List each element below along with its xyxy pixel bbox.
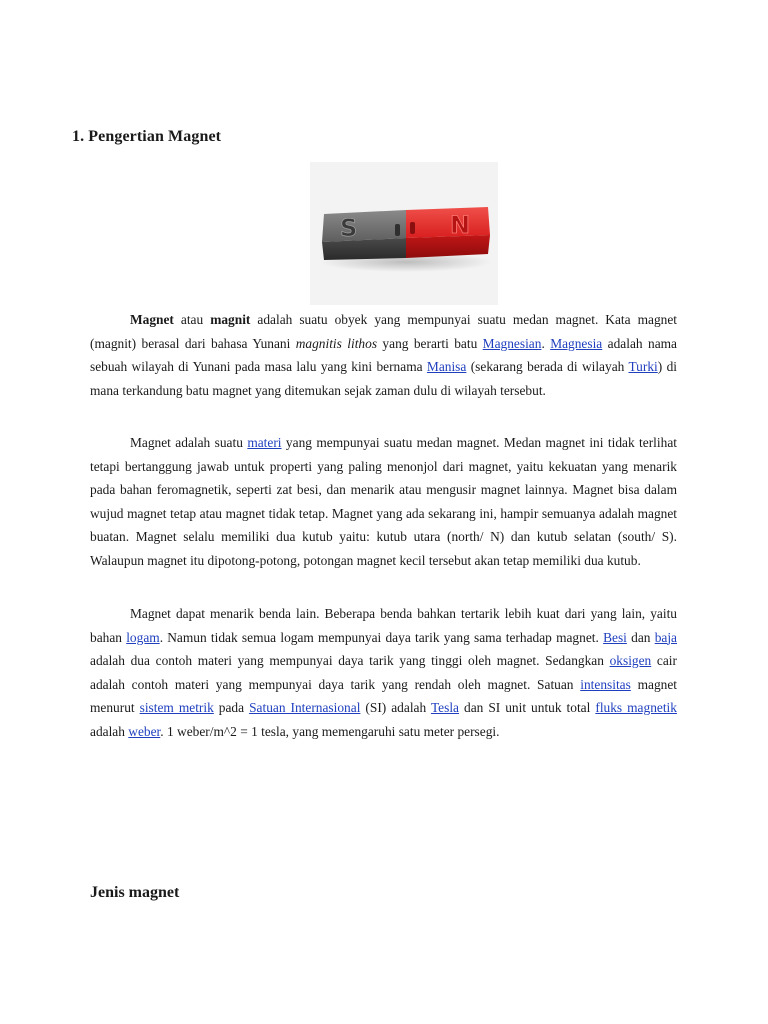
- link-baja[interactable]: baja: [654, 629, 677, 645]
- paragraph-magnetic-field: [90, 431, 677, 572]
- center-hole-right: [410, 222, 415, 234]
- link-besi[interactable]: Besi: [603, 629, 627, 645]
- link-logam[interactable]: logam: [126, 629, 160, 645]
- text: adalah: [90, 723, 129, 739]
- text: . Namun tidak semua logam mempunyai daya tarik yang sama terhadap magnet.: [159, 629, 604, 645]
- text: ) di mana terkandung batu magnet yang ditemukan sejak zaman dulu di wilayah tersebut.: [90, 359, 677, 398]
- text: . 1 weber/m^2 = 1 tesla, yang memengaruhi satu meter persegi.: [160, 723, 500, 739]
- link-sistem-metrik[interactable]: sistem metrik: [139, 700, 214, 715]
- text: dan: [626, 629, 655, 645]
- pole-label-s: S: [340, 214, 358, 242]
- paragraph-attraction: [90, 602, 677, 743]
- link-tesla[interactable]: Tesla: [430, 700, 459, 715]
- link-oksigen[interactable]: oksigen: [609, 653, 652, 668]
- subheading-jenis-magnet: Jenis magnet: [90, 884, 180, 901]
- bold-word-magnet: Magnet: [130, 312, 174, 327]
- text: (SI) adalah: [360, 700, 431, 715]
- link-manisa[interactable]: Manisa: [426, 359, 467, 374]
- magnet-north-front: [406, 235, 490, 258]
- text: yang berarti batu: [377, 335, 483, 351]
- text: pada: [213, 700, 250, 715]
- section-heading: 1. Pengertian Magnet: [72, 128, 222, 145]
- text: dan SI unit untuk total: [459, 700, 596, 715]
- bar-magnet-image: [310, 162, 498, 305]
- link-intensitas[interactable]: intensitas: [580, 676, 631, 692]
- link-satuan-internasional[interactable]: Satuan Internasional: [249, 700, 361, 715]
- text: adalah dua contoh materi yang mempunyai daya tarik yang tinggi oleh magnet. Sedangkan: [90, 653, 610, 668]
- bar-magnet-illustration: [310, 162, 498, 305]
- link-turki[interactable]: Turki: [628, 359, 658, 374]
- link-magnesian[interactable]: Magnesian: [482, 335, 542, 351]
- link-fluks-magnetik[interactable]: fluks magnetik: [595, 700, 677, 715]
- pole-label-n: N: [450, 211, 471, 239]
- magnet-south-top: [322, 210, 406, 242]
- bold-word-magnit: magnit: [210, 312, 251, 327]
- text: magnet menurut: [90, 676, 677, 715]
- magnet-north-top: [406, 207, 490, 238]
- text: atau: [173, 312, 211, 327]
- text: Magnet adalah suatu: [130, 435, 248, 450]
- paragraph-definition: [90, 308, 677, 402]
- text: adalah nama sebuah wilayah di Yunani pada masa lalu yang kini bernama: [90, 335, 677, 374]
- text: .: [541, 335, 551, 351]
- link-weber[interactable]: weber: [128, 723, 161, 739]
- text: (sekarang berada di wilayah: [466, 359, 629, 374]
- center-hole-left: [395, 224, 400, 236]
- text: yang mempunyai suatu medan magnet. Medan magnet ini tidak terlihat tetapi bertanggung jawab untuk properti yang paling menonjol dari magnet, yaitu kekuatan yang menarik pada bahan feromagnetik, seperti zat besi, dan menarik atau mengusir magnet lainnya. Magnet bisa dalam wujud magnet tetap atau magnet tidak tetap. Magnet yang ada sekarang ini, hampir semuanya adalah magnet buatan. Magnet selalu memiliki dua kutub yaitu: kutub utara (north/ N) dan kutub selatan (south/ S). Walaupun magnet itu dipotong-potong, potongan magnet kecil tersebut akan tetap memiliki dua kutub.: [90, 435, 677, 568]
- text: cair adalah contoh materi yang mempunyai daya tarik yang rendah oleh magnet. Satuan: [90, 653, 677, 692]
- text: adalah suatu obyek yang mempunyai suatu medan magnet. Kata magnet (magnit) berasal dari bahasa Yunani: [90, 312, 677, 351]
- link-magnesia[interactable]: Magnesia: [550, 335, 603, 351]
- italic-term: magnitis lithos: [295, 335, 378, 351]
- text: Magnet dapat menarik benda lain. Beberapa benda bahkan tertarik lebih kuat dari yang lain, yaitu bahan: [90, 606, 677, 645]
- link-materi[interactable]: materi: [247, 435, 282, 450]
